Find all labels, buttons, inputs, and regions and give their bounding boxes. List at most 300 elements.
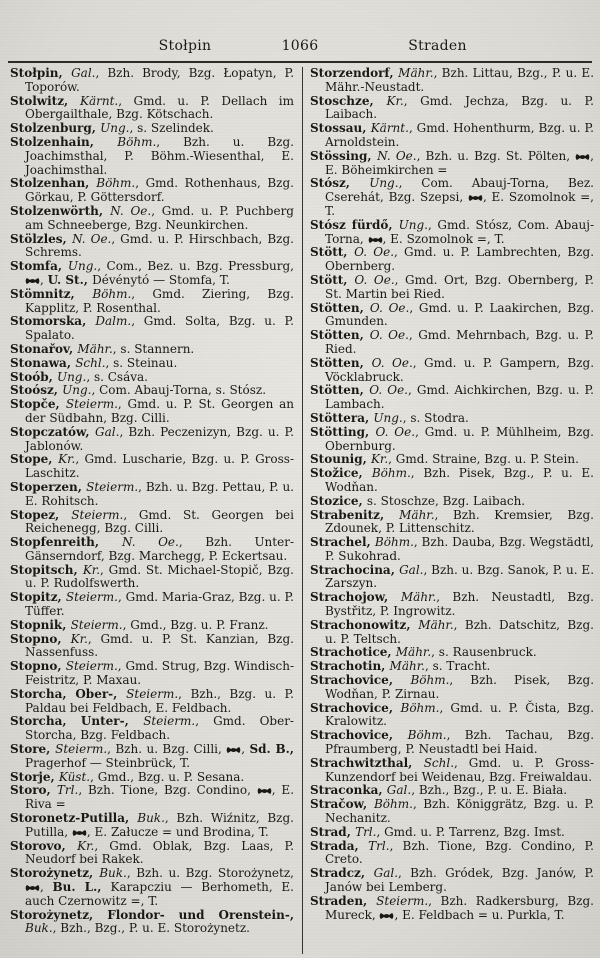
entry-region: Mähr. xyxy=(77,341,113,356)
entry-region: N. Oe. xyxy=(110,203,152,218)
gazetteer-entry xyxy=(310,757,594,785)
entry-text: Karapcziu — Berhometh, E. auch Czernowitz =, T. xyxy=(25,880,294,908)
entry-headword: Stósz, xyxy=(310,176,370,191)
posthorn-icon xyxy=(575,153,590,161)
entry-headword: Storonetz-Putilla, xyxy=(10,811,138,826)
entry-headword: Stötten, xyxy=(310,300,370,315)
entry-headword: Stopczatów, xyxy=(10,424,96,439)
entry-text: , Com. Abauj-Torna, Bez. Cserehát, Bzg. Szepsi, xyxy=(325,176,594,205)
entry-region: Trl. xyxy=(355,824,377,839)
entry-text: , Bzh. Tione, Bzg. Condino, P. Creto. xyxy=(325,838,594,867)
gazetteer-entry xyxy=(10,688,294,716)
gazetteer-entry xyxy=(310,219,594,247)
entry-headword: Stössing, xyxy=(310,148,378,163)
gazetteer-entry xyxy=(10,67,294,95)
entry-text: , Bzh. Unter-Gänserndorf, Bzg. Marchegg, P. Eckertsau. xyxy=(25,535,295,563)
entry-text: , Gmd., Bzg. u. P. Franz. xyxy=(122,617,269,632)
entry-region: Trl. xyxy=(56,783,79,798)
entry-headword: Stoób, xyxy=(10,369,57,384)
gazetteer-entry xyxy=(310,274,594,302)
gazetteer-entry xyxy=(310,840,594,868)
entry-region: Kr. xyxy=(386,93,404,108)
entry-text: , Bzh. Neustadtl, Bzg. Bystřitz, P. Ingrowitz. xyxy=(325,590,594,619)
gazetteer-entry xyxy=(10,619,294,633)
gazetteer-entry xyxy=(10,315,294,343)
header-rule xyxy=(8,61,592,63)
entry-headword: Stötten, xyxy=(310,355,372,370)
entry-text: , Bzh. Peczenizyn, Bzg. u. P. Jablonów. xyxy=(25,424,294,453)
entry-text: , Gmd. Straine, Bzg. u. P. Stein. xyxy=(388,452,579,467)
entry-region: O. Oe. xyxy=(369,383,408,398)
right-column xyxy=(310,67,594,954)
entry-headword: Strad, xyxy=(310,824,356,839)
entry-region: Ung. xyxy=(67,259,98,274)
entry-text: , s. Stodra. xyxy=(402,410,469,425)
entry-region: Böhm. xyxy=(92,286,132,301)
entry-text: , s. Stannern. xyxy=(112,341,195,356)
entry-headword: Strada, xyxy=(310,838,369,853)
gazetteer-entry xyxy=(10,357,294,371)
left-column xyxy=(10,67,294,954)
entry-text: Pragerhof — Steinbrück, T. xyxy=(25,755,191,770)
entry-region: Kr. xyxy=(82,562,101,577)
entry-region: Mähr. xyxy=(395,645,432,660)
gazetteer-entry xyxy=(10,122,294,136)
gazetteer-entry xyxy=(10,177,294,205)
entry-text: , Bzh. Brody, Bzg. Łopatyn, P. Toporów. xyxy=(25,67,295,94)
entry-text: , Gmd. Mehrnbach, Bzg. u. P. Ried. xyxy=(325,328,594,356)
entry-headword: Strabenitz, xyxy=(310,507,400,522)
entry-region: Mähr. xyxy=(418,617,454,632)
gazetteer-entry xyxy=(10,591,294,619)
entry-headword: Storovo, xyxy=(10,838,78,853)
entry-headword: Stósz fürdő, xyxy=(310,217,399,232)
entry-region: O. Oe. xyxy=(354,272,395,287)
entry-text: , Gmd. u. P. Čista, Bzg. Kralowitz. xyxy=(325,700,595,729)
entry-headword: Stött, xyxy=(310,272,355,287)
entry-headword: Stopno, xyxy=(10,659,66,674)
entry-text: , Gmd. Solta, Bzg. u. P. Spalato. xyxy=(25,314,295,343)
entry-text: , Gmd. u. P. Gross-Kunzendorf bei Weidenau, Bzg. Freiwaldau. xyxy=(325,755,595,784)
entry-text: , Gmd. u. P. Mühlheim, Bzg. Obernburg. xyxy=(325,424,594,453)
entry-headword: Stožice, xyxy=(310,466,372,481)
entry-text: , Gmd. Maria-Graz, Bzg. u. P. Tüffer. xyxy=(25,590,294,619)
gazetteer-entry xyxy=(10,233,294,261)
entry-headword: Stött, xyxy=(310,245,355,260)
entry-region: Mähr. xyxy=(399,507,435,522)
entry-text: , Gmd. u. P. Hirschbach, Bzg. Schrems. xyxy=(25,231,294,260)
entry-region: Böhm. xyxy=(371,466,411,481)
entry-region: Steierm. xyxy=(70,617,123,632)
entry-headword: Strachwitzthal, xyxy=(310,755,424,770)
gazetteer-entry xyxy=(310,660,594,674)
entry-text: , Bzh. u. Bzg. St. Pölten, xyxy=(416,148,576,163)
entry-text: , s. Csáva. xyxy=(86,369,148,384)
entry-region: Böhm. xyxy=(400,700,440,715)
entry-text: , Gmd. Strug, Bzg. Windisch-Feistritz, P. Maxau. xyxy=(25,659,295,688)
column-divider xyxy=(302,67,303,954)
entry-headword: Stötten, xyxy=(310,383,370,398)
entry-region: Schl. xyxy=(423,755,455,770)
entry-region: Buk. xyxy=(99,866,127,881)
entry-headword: Storcha, Ober-, xyxy=(10,686,127,701)
gazetteer-entry xyxy=(10,715,294,743)
entry-headword: Straconka, xyxy=(310,783,387,798)
gazetteer-entry xyxy=(10,453,294,481)
entry-headword: Stonawa, xyxy=(10,355,76,370)
posthorn-icon xyxy=(226,746,241,754)
gazetteer-entry xyxy=(10,536,294,564)
entry-text: s. Stoschze, Bzg. Laibach. xyxy=(366,493,526,508)
posthorn-icon xyxy=(368,236,383,244)
entry-region: Ung. xyxy=(369,176,399,191)
entry-headword: Stossau, xyxy=(310,121,371,136)
entry-text: , E. Böheimkirchen = xyxy=(325,148,594,177)
entry-region: Mähr. xyxy=(400,590,437,605)
entry-headword: Stoschze, xyxy=(310,93,387,108)
entry-region: N. Oe. xyxy=(72,231,112,246)
entry-headword: Strachel, xyxy=(310,535,375,550)
gazetteer-entry xyxy=(10,481,294,509)
gazetteer-entry xyxy=(10,260,294,288)
gazetteer-entry xyxy=(310,536,594,564)
gazetteer-entry xyxy=(310,95,594,123)
gazetteer-entry xyxy=(310,426,594,454)
entry-text: , s. Steinau. xyxy=(105,355,178,370)
gazetteer-entry xyxy=(310,798,594,826)
entry-headword: Storo, xyxy=(10,783,57,798)
entry-headword: Straden, xyxy=(310,893,377,908)
entry-headword: Stopitz, xyxy=(10,590,66,605)
entry-headword: Stounig, xyxy=(310,452,371,467)
entry-headword: Storożynetz, xyxy=(10,866,100,881)
entry-text: , Com. Abauj-Torna, s. Stósz. xyxy=(91,383,267,398)
gazetteer-entry xyxy=(10,95,294,123)
gazetteer-entry xyxy=(310,329,594,357)
entry-headword: Strachonowitz, xyxy=(310,617,419,632)
entry-headword: Strachotice, xyxy=(310,645,396,660)
entry-region: O. Oe. xyxy=(369,328,409,343)
entry-region: Ung. xyxy=(100,121,130,136)
entry-region: Mähr. xyxy=(389,659,425,674)
entry-text: , E. Feldbach = u. Purkla, T. xyxy=(394,907,565,922)
entry-region: Buk. xyxy=(137,811,165,826)
gazetteer-entry xyxy=(310,453,594,467)
entry-region: Gal. xyxy=(71,67,96,80)
gazetteer-entry xyxy=(310,357,594,385)
gazetteer-entry xyxy=(310,467,594,495)
entry-region: Böhm. xyxy=(407,728,447,743)
gazetteer-entry xyxy=(310,495,594,509)
gazetteer-entry xyxy=(310,564,594,592)
entry-region: Steierm. xyxy=(71,507,124,522)
entry-text: , Gmd. u. P. Lambrechten, Bzg. Obernberg. xyxy=(325,245,595,274)
entry-headword: Storje, xyxy=(10,769,59,784)
entry-region: Gal. xyxy=(95,424,120,439)
posthorn-icon xyxy=(25,884,40,892)
entry-headword: Stopče, xyxy=(10,397,66,412)
entry-region: Böhm. xyxy=(410,673,450,688)
gazetteer-entry xyxy=(10,136,294,177)
entry-text: , Gmd. u. P. Puchberg am Schneeberge, Bzg. Neunkirchen. xyxy=(25,203,294,232)
gazetteer-entry xyxy=(10,288,294,316)
entry-headword: Stötting, xyxy=(310,424,376,439)
entry-headword: Strachovice, xyxy=(310,728,408,743)
entry-text: , E. Szomolnok =, T. xyxy=(325,190,594,218)
entry-headword: Strachovice, xyxy=(310,700,401,715)
gazetteer-entry xyxy=(10,784,294,812)
entry-text: , E. Załucze = und Brodina, T. xyxy=(86,824,269,839)
entry-region: Schl. xyxy=(75,355,106,370)
entry-region: Trl. xyxy=(368,838,390,853)
entry-region: Steierm. xyxy=(65,590,118,605)
entry-headword: Stoósz, xyxy=(10,383,63,398)
entry-headword: Stomorska, xyxy=(10,314,96,329)
entry-headword: Storożynetz, Flondor- und Orenstein-, xyxy=(10,907,294,922)
entry-region: Buk. xyxy=(25,921,53,936)
entry-headword: Strachojow, xyxy=(310,590,401,605)
entry-text: , Gmd. Rothenhaus, Bzg. Görkau, P. Göttersdorf. xyxy=(25,176,294,205)
entry-text: , Gmd. u. P. Laakirchen, Bzg. Gmunden. xyxy=(325,300,595,329)
entry-text: , Bzh., Bzg., P. u. E. Storożynetz. xyxy=(52,921,250,936)
posthorn-icon xyxy=(257,787,272,795)
entry-text: , Gmd. u. P. St. Kanzian, Bzg. Nassenfuss. xyxy=(25,631,294,660)
posthorn-icon xyxy=(379,912,394,920)
entry-region: Kärnt. xyxy=(80,93,119,108)
page-number: 1066 xyxy=(281,38,319,54)
entry-text: , Gmd. Hohenthurm, Bzg. u. P. Arnoldstein. xyxy=(325,121,594,149)
entry-headword: Stolzenhain, xyxy=(10,134,118,149)
entry-headword: Stonařov, xyxy=(10,341,78,356)
entry-region: Gal. xyxy=(399,562,424,577)
entry-region: Dalm. xyxy=(95,314,132,329)
entry-headword: Stolzenhan, xyxy=(10,176,97,191)
gazetteer-entry xyxy=(10,867,294,908)
entry-region: Mähr. xyxy=(398,67,434,80)
gazetteer-entry xyxy=(310,729,594,757)
entry-text: , Gmd., Bzg. u. P. Sesana. xyxy=(90,769,245,784)
gazetteer-entry xyxy=(10,840,294,868)
two-column-text xyxy=(10,67,596,954)
entry-region: Kr. xyxy=(370,452,389,467)
gazetteer-entry xyxy=(310,826,594,840)
entry-headword: Stoperzen, xyxy=(10,479,87,494)
gazetteer-entry xyxy=(10,398,294,426)
entry-text: , Bzh., Bzg. u. P. Paldau bei Feldbach, E. Feldbach. xyxy=(25,686,294,715)
gazetteer-entry xyxy=(10,384,294,398)
entry-text: , Gmd. Stósz, Com. Abauj-Torna, xyxy=(325,217,595,246)
running-head-right: Straden xyxy=(408,38,467,54)
entry-text: , Gmd. St. Michael-Stopič, Bzg. u. P. Rudolfswerth. xyxy=(25,562,294,591)
entry-region: N. Oe. xyxy=(377,148,417,163)
entry-region: Ung. xyxy=(373,410,403,425)
entry-text: , Bzh., Bzg., P. u. E. Biała. xyxy=(411,783,568,798)
entry-region: Steierm. xyxy=(65,397,118,412)
gazetteer-entry xyxy=(10,343,294,357)
entry-text: , Bzh. Littau, Bzg., P. u. E. Mähr.-Neustadt. xyxy=(325,67,595,94)
entry-text: , Gmd. u. P. St. Georgen an der Südbahn, Bzg. Cilli. xyxy=(25,397,294,425)
entry-region: Steierm. xyxy=(143,714,196,729)
entry-region: Steierm. xyxy=(126,686,179,701)
entry-region: O. Oe. xyxy=(354,245,395,260)
entry-region: Ung. xyxy=(398,217,428,232)
entry-headword: Strachovice, xyxy=(310,673,411,688)
entry-region: Böhm. xyxy=(117,134,157,149)
entry-headword: Stolwitz, xyxy=(10,93,81,108)
entry-headword: Store, xyxy=(10,742,56,757)
entry-headword: Strachotin, xyxy=(310,659,390,674)
entry-text: , Bzh. Königgrätz, Bzg. u. P. Nechanitz. xyxy=(325,797,594,826)
entry-text: , Gmd. Aichkirchen, Bzg. u. P. Lambach. xyxy=(325,383,594,412)
entry-region: O. Oe. xyxy=(371,355,413,370)
entry-text: , Bzh. Kremsier, Bzg. Zdounek, P. Littenschitz. xyxy=(325,507,594,536)
entry-headword: Stölzles, xyxy=(10,231,73,246)
entry-text: , Bzh. Datschitz, Bzg. u. P. Teltsch. xyxy=(325,617,594,646)
entry-region: Steierm. xyxy=(376,893,429,908)
entry-headword: Stradcz, xyxy=(310,866,374,881)
gazetteer-entry xyxy=(310,384,594,412)
gazetteer-entry xyxy=(310,412,594,426)
gazetteer-entry xyxy=(10,660,294,688)
entry-text: , s. Rausenbruck. xyxy=(431,645,537,660)
entry-region: Böhm. xyxy=(96,176,136,191)
entry-region: Steierm. xyxy=(65,659,118,674)
entry-region: O. Oe. xyxy=(369,300,410,315)
entry-text: , Gmd. St. Georgen bei Reichenegg, Bzg. Cilli. xyxy=(25,507,294,536)
gazetteer-entry xyxy=(310,246,594,274)
gazetteer-entry xyxy=(310,591,594,619)
entry-headword: Stopfenreith, xyxy=(10,535,122,550)
entry-headword: Stolzenburg, xyxy=(10,121,101,136)
entry-headword: U. St., xyxy=(47,272,93,287)
entry-text: , Com., Bez. u. Bzg. Pressburg, xyxy=(97,259,294,274)
entry-region: Kr. xyxy=(77,838,95,853)
entry-headword: Stopez, xyxy=(10,507,72,522)
entry-region: Ung. xyxy=(62,383,92,398)
entry-headword: Stopno, xyxy=(10,631,71,646)
entry-text: , xyxy=(40,272,48,287)
gazetteer-entry xyxy=(310,509,594,537)
entry-headword: Stömnitz, xyxy=(10,286,93,301)
entry-region: Kr. xyxy=(58,452,76,467)
entry-headword: Bu. L., xyxy=(52,880,111,895)
gazetteer-entry xyxy=(310,702,594,730)
posthorn-icon xyxy=(25,277,40,285)
gazetteer-entry xyxy=(310,619,594,647)
gazetteer-entry xyxy=(310,150,594,178)
entry-headword: Storzendorf, xyxy=(310,67,399,80)
entry-text: , Bzh. Dauba, Bzg. Wegstädtl, P. Sukohrad. xyxy=(325,535,594,563)
gazetteer-entry xyxy=(10,633,294,661)
entry-region: Küst. xyxy=(58,769,91,784)
entry-region: N. Oe. xyxy=(122,535,179,550)
page-header xyxy=(0,38,600,56)
entry-text: , Gmd. Ziering, Bzg. Kapplitz, P. Rosenthal. xyxy=(25,286,294,315)
entry-text: , Bzh. u. Bzg. Sanok, P. u. E. Zarszyn. xyxy=(325,562,595,591)
entry-headword: Stomfa, xyxy=(10,259,68,274)
entry-text: , Bzh. Radkersburg, Bzg. Mureck, xyxy=(325,893,594,922)
gazetteer-entry xyxy=(10,812,294,840)
entry-text: , Bzh. u. Bzg. Cilli, xyxy=(107,742,227,757)
entry-region: Kr. xyxy=(70,631,88,646)
entry-headword: Stopitsch, xyxy=(10,562,83,577)
entry-text: , Bzh. Gródek, Bzg. Janów, P. Janów bei Lemberg. xyxy=(325,866,594,895)
entry-text: , Gmd. Luscharie, Bzg. u. P. Gross-Laschitz. xyxy=(25,452,295,481)
gazetteer-entry xyxy=(10,371,294,385)
gazetteer-entry xyxy=(310,67,594,95)
gazetteer-entry xyxy=(310,122,594,150)
entry-text: , xyxy=(40,880,53,895)
gazetteer-entry xyxy=(10,743,294,771)
entry-headword: Stołpin, xyxy=(10,67,72,80)
gazetteer-entry xyxy=(10,509,294,537)
entry-headword: Stozice, xyxy=(310,493,367,508)
entry-region: Steierm. xyxy=(55,742,108,757)
entry-text: , Gmd. u. P. Dellach im Obergailthale, Bzg. Kötschach. xyxy=(25,93,294,122)
entry-region: Kärnt. xyxy=(370,121,409,136)
entry-region: Böhm. xyxy=(373,797,413,812)
entry-region: O. Oe. xyxy=(375,424,416,439)
entry-text: , Bzh. u. Bzg. Joachimsthal, P. Böhm.-Wiesenthal, E. Joachimsthal. xyxy=(25,134,294,177)
entry-headword: Stope, xyxy=(10,452,59,467)
entry-text: , Bzh. Pisek, Bzg. Wodňan, P. Zirnau. xyxy=(325,673,595,701)
entry-region: Ung. xyxy=(56,369,87,384)
entry-text: , Gmd. Oblak, Bzg. Laas, P. Neudorf bei Rakek. xyxy=(25,838,295,867)
entry-text: , Bzh. u. Bzg. Pettau, P. u. E. Rohitsch. xyxy=(25,479,294,508)
entry-text: , s. Szelindek. xyxy=(129,121,214,136)
entry-headword: Storcha, Unter-, xyxy=(10,714,144,729)
gazetteer-entry xyxy=(310,302,594,330)
entry-text: , Bzh. u. Bzg. Storożynetz, xyxy=(126,866,294,881)
gazetteer-entry xyxy=(310,867,594,895)
gazetteer-entry xyxy=(10,771,294,785)
entry-text: , Bzh. Wiźnitz, Bzg. Putilla, xyxy=(25,811,294,839)
entry-text: , Bzh. Pisek, Bzg., P. u. E. Wodňan. xyxy=(325,466,594,494)
entry-text: , E. Szomolnok =, T. xyxy=(382,231,505,246)
entry-region: Steierm. xyxy=(86,479,139,494)
entry-text: , Gmd. u. P. Gampern, Bzg. Vöcklabruck. xyxy=(325,355,595,384)
entry-text: , Gmd. Ort, Bzg. Obernberg, P. St. Martin bei Ried. xyxy=(325,272,594,301)
gazetteer-entry xyxy=(310,177,594,218)
entry-region: Gal. xyxy=(373,866,399,881)
entry-headword: Strachocina, xyxy=(310,562,400,577)
entry-headword: Stračow, xyxy=(310,797,374,812)
posthorn-icon xyxy=(72,829,87,837)
entry-text: , s. Tracht. xyxy=(424,659,491,674)
gazetteer-entry xyxy=(10,426,294,454)
posthorn-icon xyxy=(468,194,483,202)
entry-headword: Stötten, xyxy=(310,328,370,343)
entry-text: , E. Riva = xyxy=(25,783,295,812)
entry-text: Dévénytó — Stomfa, T. xyxy=(92,272,230,287)
gazetteer-entry xyxy=(10,909,294,937)
gazetteer-entry xyxy=(310,646,594,660)
entry-headword: Stolzenwörth, xyxy=(10,203,111,218)
entry-text: , Bzh. Tione, Bzg. Condino, xyxy=(78,783,257,798)
running-head-left: Stołpin xyxy=(158,38,212,54)
gazetteer-entry xyxy=(310,784,594,798)
entry-text: , Gmd. u. P. Tarrenz, Bzg. Imst. xyxy=(376,824,565,839)
entry-region: Böhm. xyxy=(374,535,414,550)
entry-text: , Gmd. Jechza, Bzg. u. P. Laibach. xyxy=(325,93,594,122)
gazetteer-entry xyxy=(310,674,594,702)
gazetteer-entry xyxy=(310,895,594,923)
entry-region: Gal. xyxy=(386,783,412,798)
gazetteer-entry xyxy=(10,564,294,592)
entry-text: , xyxy=(241,742,250,757)
entry-text: , Bzh. Tachau, Bzg. Pfraumberg, P. Neustadtl bei Haid. xyxy=(325,728,595,757)
entry-headword: Stöttera, xyxy=(310,410,374,425)
